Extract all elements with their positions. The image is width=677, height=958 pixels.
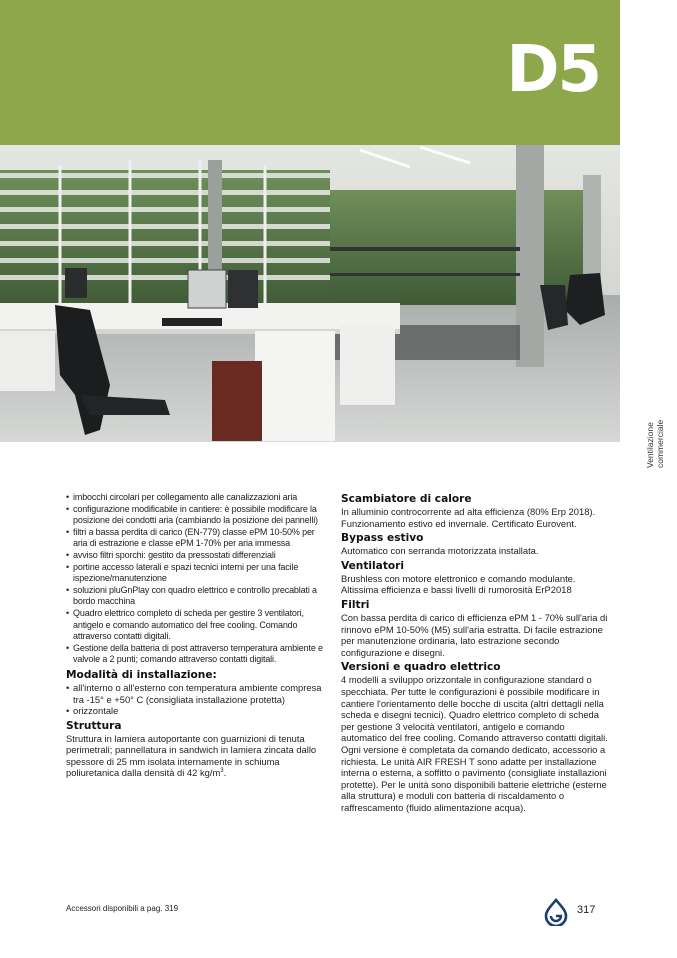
- bypass-text: Automatico con serranda motorizzata installata.: [341, 545, 539, 557]
- structure-end: .: [223, 767, 227, 779]
- filters-text: Con bassa perdita di carico di efficienza ePM 1 - 70% sull'aria di rinnovo ePM 10-50% (M5) sull'aria estratta. Di facile estrazione per manutenzione ordinaria, lato estrazione secondo configurazione e disegni.: [341, 611, 608, 658]
- fans-text: Brushless con motore elettronico e comando modulante. Altissima efficienza e bassi livelli di rumorosità ErP2018: [341, 572, 576, 596]
- side-label-line1: Ventilazione: [645, 422, 655, 468]
- brand-logo-icon: [542, 898, 570, 926]
- section-code: D5: [506, 33, 600, 107]
- right-column: [341, 492, 613, 813]
- feature-item: • avviso filtri sporchi: gestito da pressostati differenziali: [66, 550, 328, 562]
- installation-heading: Modalità di installazione:: [66, 668, 217, 681]
- side-label-line2: commerciale: [655, 419, 665, 468]
- heat-exchanger-heading: Scambiatore di calore: [341, 493, 472, 505]
- structure-body: Struttura in lamiera autoportante con guarnizioni di tenuta perimetrali; pannellatura in sandwich in lamiera zincata dallo spessore di 25 mm isolata internamente in schiuma poliuretanica dalla densità di 42 kg/m: [66, 732, 317, 779]
- feature-item: • Gestione della batteria di post attraverso temperatura ambiente e valvole a 2 punti; comando attraverso contatti digitali.: [66, 643, 328, 666]
- installation-list: [66, 682, 328, 717]
- feature-list: [66, 492, 328, 666]
- feature-item: • configurazione modificabile in cantiere: è possibile modificare la posizione dei condotti aria (cambiando la posizione dei pannelli): [66, 504, 328, 527]
- bypass-heading: Bypass estivo: [341, 532, 424, 545]
- structure-heading: Struttura: [66, 719, 122, 732]
- installation-item: • all'interno o all'esterno con temperatura ambiente compresa tra -15° e +50° C (consigliata installazione protetta): [66, 682, 328, 705]
- installation-item: • orizzontale: [66, 705, 328, 717]
- feature-item: • soluzioni pluGnPlay con quadro elettrico e controllo precablati a bordo macchina: [66, 585, 328, 608]
- accessories-note: Accessori disponibili a pag. 319: [66, 904, 179, 913]
- feature-item: • filtri a bassa perdita di carico (EN-779) classe ePM 10-50% per aria di estrazione e classe ePM 1-70% per aria immessa: [66, 527, 328, 550]
- feature-item: • Quadro elettrico completo di scheda per gestire 3 ventilatori, antigelo e comando automatico del free cooling. Comando attraverso contatti digitali.: [66, 608, 328, 643]
- filters-heading: Filtri: [341, 598, 370, 611]
- cubic-exponent: 3: [220, 768, 224, 775]
- structure-text: [66, 733, 328, 779]
- versions-heading: Versioni e quadro elettrico: [341, 661, 501, 674]
- office-photo: [0, 145, 620, 442]
- heat-exchanger-text: In alluminio controcorrente ad alta efficienza (80% Erp 2018). Funzionamento estivo ed invernale. Certificato Eurovent.: [341, 506, 596, 529]
- versions-text: 4 modelli a sviluppo orizzontale in configurazione standard o specchiata. Per tutte le configurazioni è possibile modificare in cantiere l'orientamento delle bocche di uscita (altri dettagli nella scheda e disegni tecnici). Quadro elettrico completo di scheda per gestione 3 velocità ventilatori, antigelo e comando automatico del free cooling. Comando attraverso contatti digitali. Ogni versione è completata da comando dedicato, accessorio a richiesta. Le unità AIR FRESH T sono adatte per installazione interna o esterna, a soffitto o pavimento (consigliate installazioni protette). Per le unità sono disponibili batterie elettriche (esterne alla struttura) e moduli con batteria di riscaldamento o raffrescamento (fluido alimentazione acqua).: [341, 674, 608, 813]
- feature-item: • portine accesso laterali e spazi tecnici interni per una facile ispezione/manutenzione: [66, 562, 328, 585]
- left-column: [66, 492, 328, 779]
- feature-item: • imbocchi circolari per collegamento alle canalizzazioni aria: [66, 492, 328, 504]
- header-band: [0, 0, 620, 145]
- side-category-label: [645, 398, 669, 468]
- fans-heading: Ventilatori: [341, 559, 405, 572]
- page-number: 317: [577, 904, 596, 916]
